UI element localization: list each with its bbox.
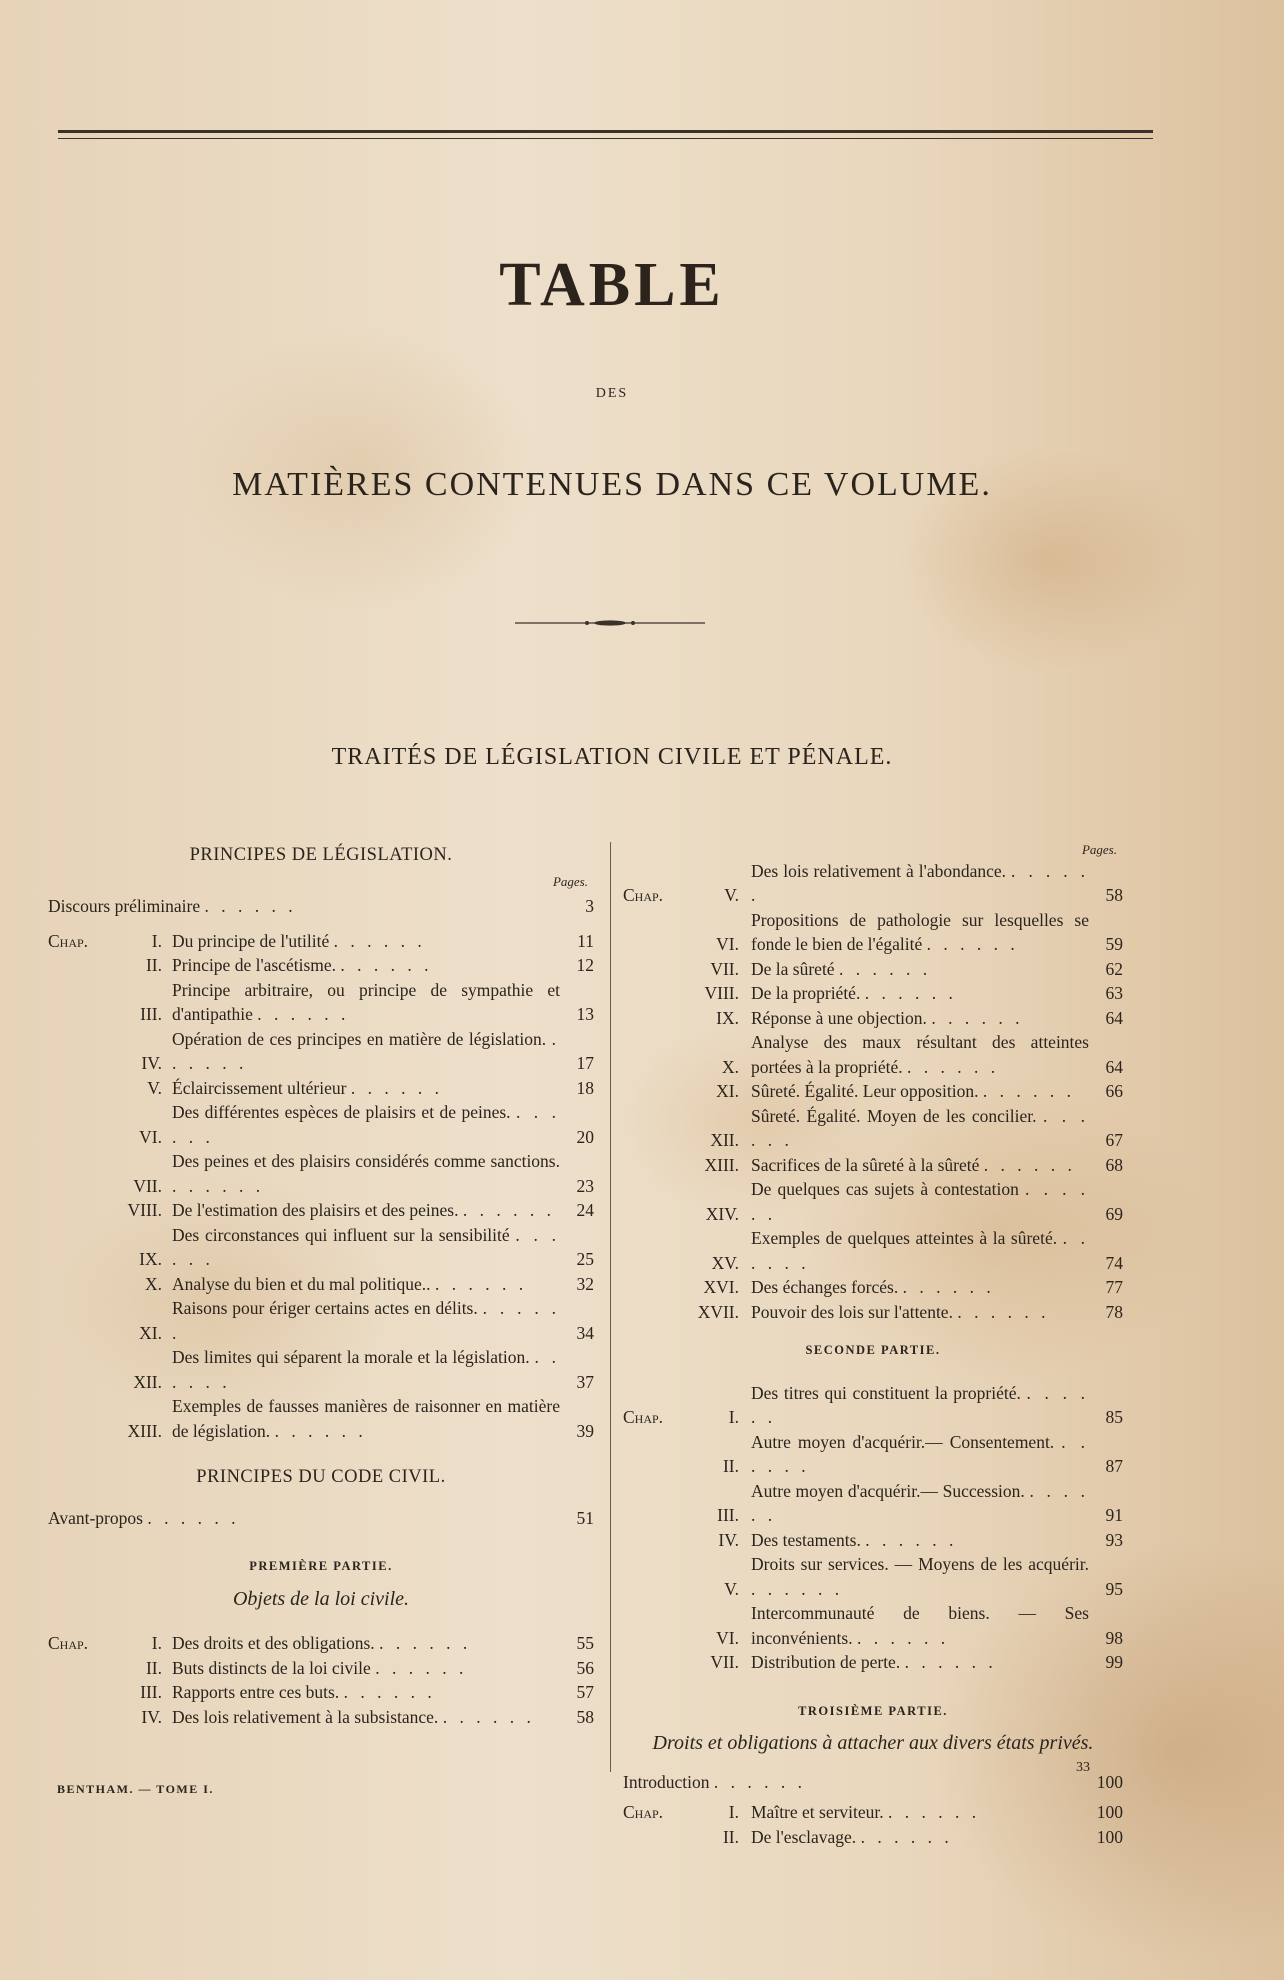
page-number: 87 xyxy=(1105,1456,1123,1476)
toc-entry xyxy=(48,1345,594,1394)
entry-title: Des différentes espèces de plaisirs et de peines. . . . . . . xyxy=(172,1102,560,1147)
toc-entry xyxy=(48,1394,594,1443)
entry-title: Analyse du bien et du mal politique.. . . . . . . xyxy=(172,1273,528,1294)
chap-number: I. xyxy=(728,1407,739,1427)
chap-number: VIII. xyxy=(704,983,739,1003)
premiere-partie-heading: PREMIÈRE PARTIE. xyxy=(249,1559,393,1573)
chap-number: VI. xyxy=(716,1627,739,1648)
dot-leader: . . . . . . xyxy=(856,1627,950,1648)
page-number: 100 xyxy=(1096,1771,1123,1792)
chap-number: III. xyxy=(140,1004,162,1024)
entry-title: De quelques cas sujets à contestation . . . . . . xyxy=(751,1179,1089,1224)
dot-leader: . . . . . . xyxy=(257,1004,350,1024)
toc-entry xyxy=(623,1770,1123,1795)
page-number: 51 xyxy=(576,1507,594,1528)
page-number: 23 xyxy=(576,1175,594,1196)
entry-title: Opération de ces principes en matière de législation. . . . . . . xyxy=(172,1028,560,1073)
entry-title: Buts distincts de la loi civile . . . . . . xyxy=(172,1657,468,1678)
dot-leader: . . . . . . xyxy=(172,1102,560,1147)
dot-leader: . . . . . . xyxy=(274,1420,367,1441)
entry-title: Autre moyen d'acquérir.— Succession. . . . . . . xyxy=(751,1480,1090,1525)
page-number: 58 xyxy=(576,1706,594,1727)
page-number: 59 xyxy=(1105,934,1123,954)
page-number: 55 xyxy=(576,1633,594,1653)
dot-leader: . . . . . . xyxy=(172,1028,560,1073)
chap-number: II. xyxy=(145,955,162,975)
dot-leader: . . . . . . xyxy=(333,930,426,951)
chap-number: I. xyxy=(728,1802,739,1822)
dot-leader: . . . . . . xyxy=(751,1431,1089,1476)
toc-entry xyxy=(48,929,594,954)
chap-number: XIII. xyxy=(704,1154,739,1175)
entry-title: Principe arbitraire, ou principe de sympathie et d'antipathie . . . . . . xyxy=(172,979,560,1024)
toc-entry xyxy=(48,1100,594,1149)
page-number: 91 xyxy=(1105,1505,1123,1525)
page-number: 56 xyxy=(576,1657,594,1678)
toc-entry xyxy=(623,1650,1123,1675)
dot-leader: . . . . . . xyxy=(462,1200,555,1220)
dot-leader: . . . . . . xyxy=(751,1480,1090,1525)
entry-title: Raisons pour ériger certains actes en délits. . . . . . . xyxy=(172,1298,560,1343)
pages-label: Pages. xyxy=(552,873,588,889)
page-number: 24 xyxy=(576,1200,594,1220)
entry-title: Droits sur services. — Moyens de les acquérir. . . . . . . xyxy=(751,1554,1089,1599)
page-number: 11 xyxy=(577,930,594,951)
chap-number: V. xyxy=(147,1077,162,1098)
toc-entry xyxy=(48,1296,594,1345)
dot-leader: . . . . . . xyxy=(379,1633,472,1653)
chap-number: III. xyxy=(717,1505,739,1525)
page-number: 68 xyxy=(1105,1154,1123,1175)
dot-leader: . . . . . . xyxy=(931,1007,1024,1028)
toc-entry xyxy=(623,859,1123,908)
toc-entry xyxy=(48,1198,594,1223)
entry-title: Avant-propos . . . . . . xyxy=(48,1507,240,1528)
page-number: 37 xyxy=(576,1371,594,1392)
page-number: 18 xyxy=(576,1077,594,1098)
page-subtitle: MATIÈRES CONTENUES DANS CE VOLUME. xyxy=(232,466,992,503)
entry-title: Exemples de quelques atteintes à la sûreté. . . . . . . xyxy=(751,1228,1090,1273)
toc-entry xyxy=(623,1153,1123,1178)
chap-number: II. xyxy=(722,1826,739,1847)
chap-number: XV. xyxy=(711,1252,739,1273)
entry-title: Pouvoir des lois sur l'attente. . . . . . . xyxy=(751,1301,1050,1322)
toc-entry xyxy=(48,1223,594,1272)
toc-entry xyxy=(623,1177,1123,1226)
toc-entry xyxy=(623,1552,1123,1601)
page-number: 85 xyxy=(1105,1407,1123,1427)
chap-number: VII. xyxy=(710,958,739,979)
entry-title: Des lois relativement à la subsistance. . . . . . . xyxy=(172,1706,535,1727)
toc-entry xyxy=(623,1528,1123,1553)
toc-entry xyxy=(48,1272,594,1297)
toc-entry xyxy=(48,978,594,1027)
entry-title: Réponse à une objection. . . . . . . xyxy=(751,1007,1024,1028)
chap-number: VI. xyxy=(716,934,739,954)
toc-entry xyxy=(623,1006,1123,1031)
footer-signature: BENTHAM. — TOME I. xyxy=(57,1782,214,1796)
dot-leader: . . . . . . xyxy=(204,896,297,916)
code-civil-heading: PRINCIPES DU CODE CIVIL. xyxy=(196,1467,446,1487)
page-number: 98 xyxy=(1105,1627,1123,1648)
entry-title: Du principe de l'utilité . . . . . . xyxy=(172,930,426,951)
entry-title: Des limites qui séparent la morale et la législation. . . . . . . xyxy=(172,1347,560,1392)
dot-leader: . . . . . . xyxy=(865,1529,958,1550)
entry-title: Des lois relativement à l'abondance. . . . . . . xyxy=(751,860,1090,905)
left-column xyxy=(48,843,594,1729)
dot-leader: . . . . . . xyxy=(983,1154,1076,1175)
dot-leader: . . . . . . xyxy=(904,1652,997,1672)
toc-entry xyxy=(623,957,1123,982)
chap-label: Chap. xyxy=(623,1407,664,1427)
dot-leader: . . . . . . xyxy=(751,1382,1090,1427)
premiere-partie-title: Objets de la loi civile. xyxy=(232,1587,410,1610)
dot-leader: . . . . . . xyxy=(343,1682,436,1702)
toc-entry xyxy=(623,1800,1123,1825)
dot-leader: . . . . . . xyxy=(906,1056,1000,1077)
toc-entry xyxy=(623,981,1123,1006)
entry-title: Exemples de fausses manières de raisonner en matière de législation. . . . . . . xyxy=(172,1396,560,1441)
column-divider xyxy=(610,842,611,1772)
page-number: 64 xyxy=(1105,1056,1123,1077)
page-number: 77 xyxy=(1105,1277,1123,1297)
dot-leader: . . . . . . xyxy=(751,1105,1089,1150)
dot-leader: . . . . . . xyxy=(442,1706,535,1727)
entry-title: De la sûreté . . . . . . xyxy=(751,958,932,979)
chap-label: Chap. xyxy=(623,1802,664,1822)
page-number: 64 xyxy=(1105,1007,1123,1028)
toc-entry xyxy=(623,1226,1123,1275)
page-number: 34 xyxy=(576,1322,594,1343)
dot-leader: . . . . . . xyxy=(751,1578,844,1599)
dot-leader: . . . . . . xyxy=(713,1771,807,1792)
dot-leader: . . . . . . xyxy=(375,1657,468,1678)
dot-leader: . . . . . . xyxy=(172,1298,560,1343)
entry-title: Autre moyen d'acquérir.— Consentement. . . . . . . xyxy=(751,1431,1089,1476)
entry-title: Rapports entre ces buts. . . . . . . xyxy=(172,1682,436,1702)
chap-number: X. xyxy=(144,1273,162,1294)
entry-title: Des échanges forcés. . . . . . . xyxy=(751,1277,995,1297)
page-number: 93 xyxy=(1105,1529,1123,1550)
entry-title: Des circonstances qui influent sur la sensibilité . . . . . . xyxy=(172,1224,560,1269)
entry-title: Des testaments. . . . . . . xyxy=(751,1529,958,1550)
dot-leader: . . . . . . xyxy=(864,983,957,1003)
page-number: 57 xyxy=(576,1682,594,1702)
dot-leader: . . . . . . xyxy=(838,958,932,979)
entry-title: De l'esclavage. . . . . . . xyxy=(751,1826,953,1847)
toc-entry xyxy=(48,894,594,919)
dot-leader: . . . . . . xyxy=(751,860,1090,905)
chap-label: Chap. xyxy=(48,1633,89,1653)
chap-number: VII. xyxy=(710,1652,739,1672)
dot-leader: . . . . . . xyxy=(172,1347,560,1392)
page-number: 100 xyxy=(1096,1826,1123,1847)
toc-entry xyxy=(623,908,1123,957)
dot-leader: . . . . . . xyxy=(434,1273,528,1294)
toc-entry xyxy=(623,1381,1123,1430)
toc-entry xyxy=(48,1705,594,1730)
chap-number: IX. xyxy=(139,1249,162,1269)
toc-entry xyxy=(623,1030,1123,1079)
entry-title: De la propriété. . . . . . . xyxy=(751,983,957,1003)
page-number: 63 xyxy=(1105,983,1123,1003)
page-number: 99 xyxy=(1105,1652,1123,1672)
pages-label: Pages. xyxy=(1081,842,1117,857)
dot-leader: . . . . . . xyxy=(350,1077,443,1098)
chap-number: VIII. xyxy=(127,1200,162,1220)
page-title: TABLE xyxy=(499,251,725,319)
page-number: 32 xyxy=(576,1273,594,1294)
seconde-partie-heading: SECONDE PARTIE. xyxy=(805,1343,941,1357)
page-number: 66 xyxy=(1105,1081,1123,1101)
chap-number: XI. xyxy=(716,1081,739,1101)
chap-number: XIV. xyxy=(705,1203,739,1224)
chap-number: IV. xyxy=(141,1706,162,1727)
chap-number: XII. xyxy=(133,1371,162,1392)
entry-title: Maître et serviteur. . . . . . . xyxy=(751,1802,981,1822)
dot-leader: . . . . . . xyxy=(751,1179,1089,1224)
toc-entry xyxy=(623,1479,1123,1528)
page-number: 25 xyxy=(576,1249,594,1269)
troisieme-partie-heading: TROISIÈME PARTIE. xyxy=(798,1703,948,1718)
dot-leader: . . . . . . xyxy=(172,1224,560,1269)
page-number: 69 xyxy=(1105,1203,1123,1224)
entry-title: Sûreté. Égalité. Moyen de les concilier. . . . . . . xyxy=(751,1105,1089,1150)
page-number: 20 xyxy=(576,1126,594,1147)
page-number: 17 xyxy=(576,1053,594,1073)
chap-number: X. xyxy=(721,1056,739,1077)
page-number: 62 xyxy=(1105,958,1123,979)
top-rule xyxy=(58,130,1153,139)
entry-title: Propositions de pathologie sur lesquelles se fonde le bien de l'égalité . . . . . . xyxy=(751,909,1089,954)
chap-number: XVI. xyxy=(703,1277,739,1297)
dot-leader: . . . . . . xyxy=(982,1081,1075,1101)
chap-label: Chap. xyxy=(623,885,664,905)
toc-entry xyxy=(48,1149,594,1198)
chap-number: IX. xyxy=(716,1007,739,1028)
page-number: 78 xyxy=(1105,1301,1123,1322)
chap-number: VI. xyxy=(139,1126,162,1147)
ornament-rule xyxy=(515,618,705,628)
chap-number: XIII. xyxy=(127,1420,162,1441)
toc-entry xyxy=(48,1027,594,1076)
dot-leader: . . . . . . xyxy=(340,955,433,975)
chap-number: II. xyxy=(722,1456,739,1476)
toc-entry xyxy=(48,1506,594,1531)
troisieme-partie-title: Droits et obligations à attacher aux divers états privés. xyxy=(652,1732,1094,1754)
chap-label: Chap. xyxy=(48,930,89,951)
chap-number: XI. xyxy=(139,1322,162,1343)
page-number: 3 xyxy=(585,896,594,916)
entry-title: Des droits et des obligations. . . . . . . xyxy=(172,1633,472,1653)
chap-number: XVII. xyxy=(697,1301,739,1322)
toc-entry xyxy=(623,1275,1123,1300)
dot-leader: . . . . . . xyxy=(902,1277,995,1297)
entry-title: Sacrifices de la sûreté à la sûreté . . . . . . xyxy=(751,1154,1076,1175)
entry-title: Principe de l'ascétisme. . . . . . . xyxy=(172,955,433,975)
entry-title: Sûreté. Égalité. Leur opposition. . . . . . . xyxy=(751,1081,1075,1101)
page-number: 67 xyxy=(1105,1130,1123,1150)
toc-entry xyxy=(623,1430,1123,1479)
dot-leader: . . . . . . xyxy=(860,1826,953,1847)
chap-number: I. xyxy=(151,930,162,951)
page-number: 12 xyxy=(576,955,594,975)
dot-leader: . . . . . . xyxy=(888,1802,981,1822)
page-number: 100 xyxy=(1096,1802,1123,1822)
chap-number: V. xyxy=(724,885,739,905)
dot-leader: . . . . . . xyxy=(172,1175,265,1196)
page-number: 39 xyxy=(576,1420,594,1441)
page-number: 95 xyxy=(1105,1578,1123,1599)
section-title: TRAITÉS DE LÉGISLATION CIVILE ET PÉNALE. xyxy=(331,744,893,770)
dot-leader: . . . . . . xyxy=(147,1507,240,1528)
chap-number: II. xyxy=(145,1657,162,1678)
entry-title: Éclaircissement ultérieur . . . . . . xyxy=(172,1077,443,1098)
entry-title: Introduction . . . . . . xyxy=(623,1771,807,1792)
entry-title: Des peines et des plaisirs considérés comme sanctions. . . . . . . xyxy=(172,1151,560,1196)
dot-leader: . . . . . . xyxy=(751,1228,1090,1273)
footer-sheet-mark: 33 xyxy=(1076,1760,1090,1775)
toc-entry xyxy=(623,1079,1123,1104)
entry-title: Discours préliminaire . . . . . . xyxy=(48,896,297,916)
toc-entry xyxy=(623,1104,1123,1153)
toc-entry xyxy=(48,1656,594,1681)
toc-entry xyxy=(48,1631,594,1656)
entry-title: Distribution de perte. . . . . . . xyxy=(751,1652,997,1672)
right-column xyxy=(623,838,1123,1849)
toc-entry xyxy=(623,1300,1123,1325)
toc-entry xyxy=(623,1601,1123,1650)
chap-number: IV. xyxy=(141,1053,162,1073)
toc-entry xyxy=(48,1680,594,1705)
chap-number: VII. xyxy=(133,1175,162,1196)
chap-number: XII. xyxy=(710,1130,739,1150)
chap-number: III. xyxy=(140,1682,162,1702)
toc-entry xyxy=(623,1825,1123,1850)
toc-entry xyxy=(48,1076,594,1101)
toc-entry xyxy=(48,953,594,978)
page-number: 74 xyxy=(1105,1252,1123,1273)
entry-title: Intercommunauté de biens. — Ses inconvénients. . . . . . . xyxy=(751,1603,1089,1648)
page-number: 58 xyxy=(1105,885,1123,905)
dot-leader: . . . . . . xyxy=(957,1301,1050,1322)
chap-number: IV. xyxy=(718,1529,739,1550)
chap-number: I. xyxy=(151,1633,162,1653)
entry-title: De l'estimation des plaisirs et des peines. . . . . . . xyxy=(172,1200,555,1220)
page-number: 13 xyxy=(576,1004,594,1024)
entry-title: Des titres qui constituent la propriété. . . . . . . xyxy=(751,1382,1090,1427)
dot-leader: . . . . . . xyxy=(926,934,1019,954)
entry-title: Analyse des maux résultant des atteintes portées à la propriété. . . . . . . xyxy=(751,1032,1089,1077)
title-des: DES xyxy=(595,386,629,401)
principes-heading: PRINCIPES DE LÉGISLATION. xyxy=(189,845,453,865)
chap-number: V. xyxy=(724,1578,739,1599)
